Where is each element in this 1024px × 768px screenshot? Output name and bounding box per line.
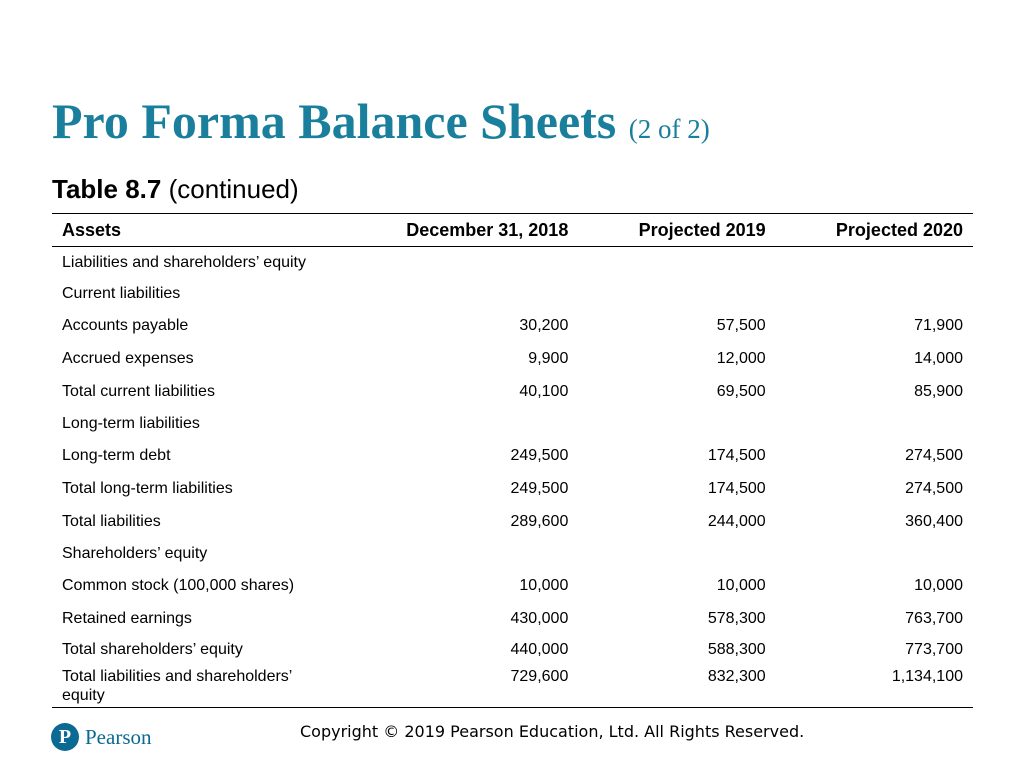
row-label: Current liabilities	[62, 284, 181, 302]
header-proj-2020: Projected 2020	[776, 214, 973, 247]
row-label: Long-term liabilities	[62, 414, 200, 432]
table-caption	[52, 173, 299, 205]
cell-2019: 57,500	[716, 316, 766, 334]
cell-2020: 274,500	[905, 446, 963, 464]
slide-title-main: Pro Forma Balance Sheets	[52, 93, 617, 149]
table-row	[52, 635, 973, 665]
cell-2020: 14,000	[914, 349, 963, 367]
cell-2019: 588,300	[707, 641, 766, 658]
row-label: Long-term debt	[62, 446, 171, 464]
cell-2018: 289,600	[510, 512, 569, 530]
table-row	[52, 472, 973, 505]
cell-2018: 10,000	[519, 576, 569, 594]
cell-2019: 578,300	[707, 609, 766, 627]
cell-2019	[578, 408, 775, 439]
pearson-logo	[51, 721, 152, 753]
copyright-notice: Copyright © 2019 Pearson Education, Ltd. All Rights Reserved.	[300, 722, 805, 741]
table-row	[52, 602, 973, 635]
row-label: Total liabilities and shareholders’ equity	[62, 668, 292, 704]
cell-2018: 440,000	[510, 641, 569, 658]
slide-title	[52, 92, 710, 158]
cell-2019	[578, 278, 775, 309]
cell-2019: 244,000	[707, 512, 766, 530]
row-label: Liabilities and shareholders’ equity	[62, 253, 306, 271]
slide-title-suffix: (2 of 2)	[628, 114, 710, 144]
cell-2018: 430,000	[510, 609, 569, 627]
cell-2020	[776, 278, 973, 309]
table-row	[52, 665, 973, 708]
row-label: Accounts payable	[62, 316, 189, 334]
cell-2020: 360,400	[905, 512, 963, 530]
cell-2020: 1,134,100	[891, 668, 963, 685]
row-label: Total current liabilities	[62, 382, 215, 400]
cell-2020	[776, 247, 973, 279]
table-row	[52, 505, 973, 538]
cell-2018: 729,600	[510, 668, 569, 685]
cell-2020	[776, 538, 973, 569]
cell-2019: 12,000	[716, 349, 766, 367]
pearson-logo-text: Pearson	[85, 724, 152, 749]
cell-2019	[578, 247, 775, 279]
table-row	[52, 569, 973, 602]
table-row	[52, 278, 973, 309]
cell-2019	[578, 538, 775, 569]
cell-2019: 174,500	[707, 446, 766, 464]
cell-2018	[334, 538, 578, 569]
cell-2018	[334, 247, 578, 279]
header-dec-2018: December 31, 2018	[334, 214, 578, 247]
row-label: Shareholders’ equity	[62, 544, 208, 562]
table-row	[52, 247, 973, 279]
cell-2020: 10,000	[914, 576, 963, 594]
cell-2019: 10,000	[716, 576, 766, 594]
table-row	[52, 375, 973, 408]
row-label: Total long-term liabilities	[62, 479, 233, 497]
cell-2018: 249,500	[510, 479, 569, 497]
row-label: Total shareholders’ equity	[62, 641, 243, 658]
cell-2018: 9,900	[528, 349, 569, 367]
pearson-logo-icon: P	[51, 723, 79, 751]
cell-2019: 174,500	[707, 479, 766, 497]
cell-2020	[776, 408, 973, 439]
row-label: Common stock (100,000 shares)	[62, 576, 295, 594]
table-note: (continued)	[168, 174, 299, 204]
row-label: Accrued expenses	[62, 349, 194, 367]
cell-2020: 85,900	[914, 382, 963, 400]
table-header-row	[52, 214, 973, 247]
cell-2020: 274,500	[905, 479, 963, 497]
header-assets: Assets	[52, 214, 334, 247]
cell-2020: 71,900	[914, 316, 963, 334]
cell-2019: 832,300	[707, 668, 766, 685]
table-row	[52, 408, 973, 439]
cell-2018: 40,100	[519, 382, 569, 400]
cell-2018	[334, 278, 578, 309]
cell-2018: 249,500	[510, 446, 569, 464]
cell-2018: 30,200	[519, 316, 569, 334]
cell-2020: 773,700	[905, 641, 963, 658]
table-row	[52, 439, 973, 472]
cell-2018	[334, 408, 578, 439]
table-row	[52, 538, 973, 569]
table-row	[52, 309, 973, 342]
table-row	[52, 342, 973, 375]
row-label: Total liabilities	[62, 512, 161, 530]
cell-2019: 69,500	[716, 382, 766, 400]
balance-sheet-table	[52, 213, 973, 708]
header-proj-2019: Projected 2019	[578, 214, 775, 247]
row-label: Retained earnings	[62, 609, 192, 627]
cell-2020: 763,700	[905, 609, 963, 627]
table-label: Table 8.7	[52, 174, 162, 204]
